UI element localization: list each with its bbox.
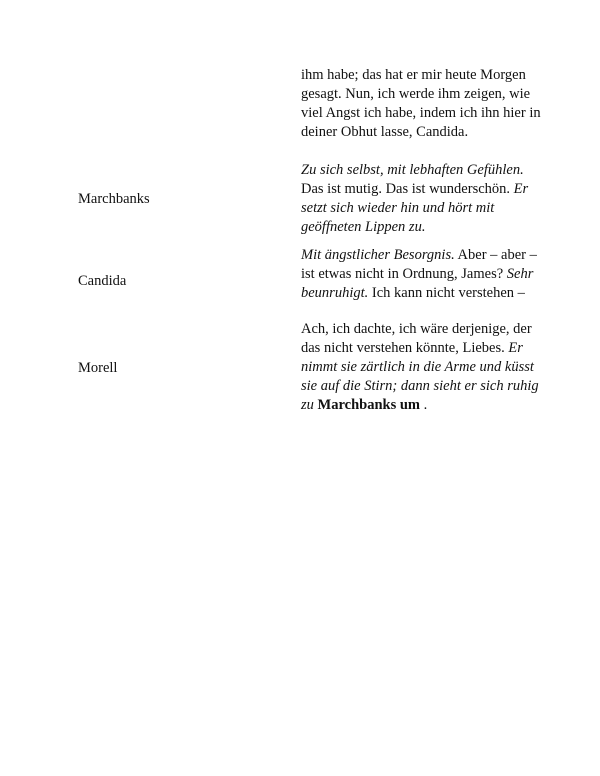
dialogue-segment: Das ist mutig. Das ist wunderschön. [301,181,514,197]
dialogue-segment: Ach, ich dachte, ich wäre derjenige, der das nicht verstehen könnte, Liebes. [301,321,532,356]
character-reference: Marchbanks um [317,397,420,413]
dialogue-text [301,320,543,415]
stage-direction: Er setzt sich wieder hin und hört mit geöffneten Lippen zu. [301,181,529,235]
stage-direction: Er nimmt sie zärtlich in die Arme und küsst sie auf die Stirn; dann sieht er sich ruhig zu [301,340,539,413]
dialogue-text [301,161,543,237]
dialogue-segment: . [420,397,428,413]
dialogue-text [301,246,543,303]
dialogue-segment: Ich kann nicht verstehen – [368,285,525,301]
dialogue-segment: ihm habe; das hat er mir heute Morgen gesagt. Nun, ich werde ihm zeigen, wie viel Angst ich habe, indem ich ihn hier in deiner Obhut lasse, Candida. [301,67,541,140]
stage-direction: Mit ängstlicher Besorgnis. [301,247,455,263]
dialogue-text [301,66,543,142]
stage-direction: Sehr beunruhigt. [301,266,534,301]
dialogue-segment: Aber – aber – ist etwas nicht in Ordnung, James? [301,247,537,282]
speaker-name: Marchbanks [78,191,150,207]
speaker-name: Candida [78,273,127,289]
stage-direction: Zu sich selbst, mit lebhaften Gefühlen. [301,162,524,178]
speaker-name: Morell [78,360,118,376]
